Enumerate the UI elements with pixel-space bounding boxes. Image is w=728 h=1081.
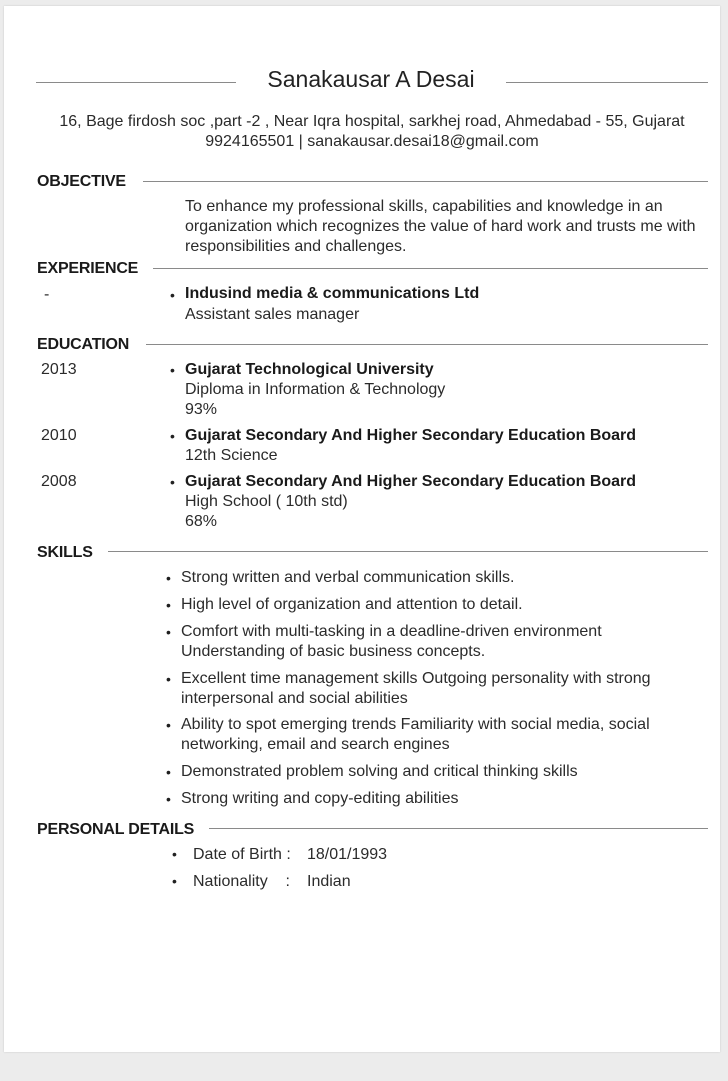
education-year: 2010 <box>41 427 77 444</box>
bullet-icon: • <box>166 570 171 586</box>
education-year: 2013 <box>41 361 77 378</box>
skill-text: Comfort with multi-tasking in a deadline-driven environment Understanding of basic business concepts. <box>181 623 602 660</box>
candidate-name: Sanakausar A Desai <box>267 66 475 92</box>
skills-divider <box>108 551 708 552</box>
skill-text: Strong written and verbal communication skills. <box>181 569 515 586</box>
bullet-icon: • <box>172 873 177 889</box>
bullet-icon: • <box>166 597 171 613</box>
education-institution: Gujarat Secondary And Higher Secondary Education Board <box>185 427 637 444</box>
experience-heading: EXPERIENCE <box>37 260 139 277</box>
bullet-icon: • <box>166 764 171 780</box>
education-institution: Gujarat Secondary And Higher Secondary Education Board <box>185 473 637 490</box>
personal-divider <box>209 828 708 829</box>
skill-text: Excellent time management skills Outgoing personality with strong interpersonal and social abilities <box>181 670 651 707</box>
skill-text: High level of organization and attention to detail. <box>181 596 523 613</box>
experience-divider <box>153 268 708 269</box>
contact-block <box>36 112 708 152</box>
bullet-icon: • <box>166 671 171 687</box>
experience-date: - <box>44 286 50 303</box>
resume-page <box>4 6 720 1052</box>
education-heading: EDUCATION <box>37 336 130 353</box>
header-divider-right <box>506 82 708 83</box>
name-header <box>36 66 708 100</box>
dob-value: 18/01/1993 <box>307 846 388 863</box>
bullet-icon: • <box>166 717 171 733</box>
bullet-icon: • <box>170 428 175 444</box>
bullet-icon: • <box>172 846 177 862</box>
personal-heading: PERSONAL DETAILS <box>37 821 195 838</box>
objective-divider <box>143 181 708 182</box>
bullet-icon: • <box>166 791 171 807</box>
objective-text: To enhance my professional skills, capabilities and knowledge in an organization which recognizes the value of hard work and trusts me with responsibilities and challenges. <box>185 198 696 255</box>
education-score: 93% <box>185 401 218 418</box>
bullet-icon: • <box>166 624 171 640</box>
phone-email: 9924165501 | sanakausar.desai18@gmail.com <box>205 133 539 150</box>
objective-heading: OBJECTIVE <box>37 173 126 190</box>
header-divider-left <box>36 82 236 83</box>
education-course: Diploma in Information & Technology <box>185 381 446 398</box>
nationality-label: Nationality : <box>193 873 290 890</box>
education-course: 12th Science <box>185 447 278 464</box>
bullet-icon: • <box>170 474 175 490</box>
education-score: 68% <box>185 513 218 530</box>
skills-heading: SKILLS <box>37 544 93 561</box>
experience-role: Assistant sales manager <box>185 306 360 323</box>
skill-text: Strong writing and copy-editing abilities <box>181 790 459 807</box>
address: 16, Bage firdosh soc ,part -2 , Near Iqra hospital, sarkhej road, Ahmedabad - 55, Gujarat <box>59 113 685 130</box>
experience-company: Indusind media & communications Ltd <box>185 285 480 302</box>
dob-label: Date of Birth : <box>193 846 291 863</box>
education-institution: Gujarat Technological University <box>185 361 434 378</box>
education-year: 2008 <box>41 473 77 490</box>
education-course: High School ( 10th std) <box>185 493 348 510</box>
skill-text: Ability to spot emerging trends Familiarity with social media, social networking, email and search engines <box>181 716 650 753</box>
skill-text: Demonstrated problem solving and critical thinking skills <box>181 763 578 780</box>
bullet-icon: • <box>170 362 175 378</box>
education-divider <box>146 344 708 345</box>
nationality-value: Indian <box>307 873 351 890</box>
bullet-icon: • <box>170 287 175 303</box>
